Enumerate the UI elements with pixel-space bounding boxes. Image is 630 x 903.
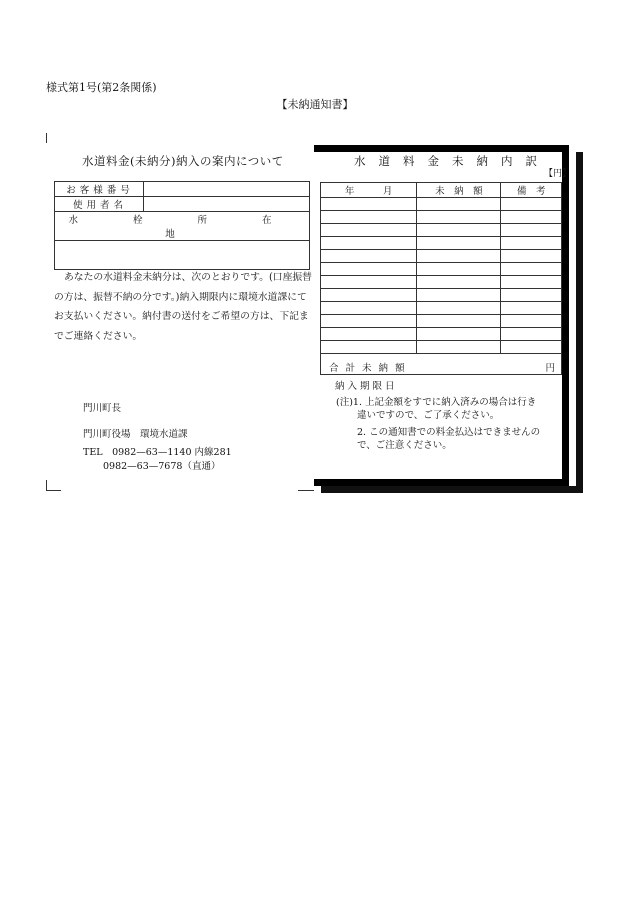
table-row (321, 198, 562, 211)
unpaid-amount-cell (417, 328, 501, 341)
unpaid-amount-cell (417, 289, 501, 302)
remarks-cell (501, 237, 562, 250)
table-row (321, 263, 562, 276)
year-month-cell (321, 224, 417, 237)
location-value (55, 241, 310, 270)
unpaid-amount-cell (417, 224, 501, 237)
location-label: 水 栓 所 在 地 (55, 212, 310, 241)
note-1-line-1: (注)1. 上記金額をすでに納入済みの場合は行き (336, 397, 537, 408)
column-unpaid-amount: 未 納 額 (417, 183, 501, 198)
unpaid-amount-cell (417, 302, 501, 315)
year-month-cell (321, 341, 417, 354)
document-title: 【未納通知書】 (276, 98, 354, 111)
unpaid-amount-cell (417, 276, 501, 289)
year-month-cell (321, 328, 417, 341)
mayor-name: 門川町長 (83, 403, 122, 414)
total-cell (321, 354, 562, 375)
note-2-line-2: で、ご注意ください。 (357, 440, 452, 451)
year-month-cell (321, 276, 417, 289)
remarks-cell (501, 224, 562, 237)
customer-number-value (144, 182, 310, 197)
table-row (321, 250, 562, 263)
remarks-cell (501, 328, 562, 341)
due-date-label: 納入期限日 (335, 381, 398, 392)
table-row (321, 276, 562, 289)
notice-paragraph: あなたの水道料金未納分は、次のとおりです。(口座振替の方は、振替不納の分です。)納入期限内に環境水道課にてお支払いください。納付書の送付をご希望の方は、下記までご連絡ください。 (54, 272, 312, 342)
note-1-line-2: 違いですので、ご了承ください。 (357, 410, 500, 421)
year-month-cell (321, 263, 417, 276)
customer-number-label: お客様番号 (55, 182, 144, 197)
year-month-cell (321, 315, 417, 328)
table-row (321, 302, 562, 315)
corner-mark-bottom-center (298, 489, 314, 491)
remarks-cell (501, 315, 562, 328)
table-row (55, 212, 310, 241)
form-number: 様式第1号(第2条関係) (46, 81, 157, 94)
table-row (55, 241, 310, 270)
table-row (321, 224, 562, 237)
table-row (55, 182, 310, 197)
remarks-cell (501, 211, 562, 224)
remarks-cell (501, 198, 562, 211)
unpaid-amount-cell (417, 237, 501, 250)
remarks-cell (501, 250, 562, 263)
table-row (55, 197, 310, 212)
unpaid-amount-cell (417, 315, 501, 328)
panel-shadow-bottom (321, 486, 583, 493)
breakdown-table (320, 182, 562, 375)
user-name-value (144, 197, 310, 212)
customer-info-table (54, 181, 310, 270)
year-month-cell (321, 250, 417, 263)
phone-line-2: 0982—63—7678（直通） (103, 461, 221, 472)
unpaid-amount-cell (417, 341, 501, 354)
year-month-cell (321, 302, 417, 315)
office-name: 門川町役場 環境水道課 (83, 429, 188, 440)
year-month-cell (321, 237, 417, 250)
unpaid-amount-cell (417, 198, 501, 211)
phone-line-1: TEL 0982—63—1140 内線281 (83, 447, 232, 458)
remarks-cell (501, 341, 562, 354)
total-label: 合 計 未 納 額 (329, 363, 407, 374)
corner-mark-top-left (46, 133, 47, 143)
remarks-cell (501, 276, 562, 289)
user-name-label: 使用者名 (55, 197, 144, 212)
unpaid-amount-cell (417, 211, 501, 224)
remarks-cell (501, 302, 562, 315)
table-row (321, 211, 562, 224)
table-row (321, 237, 562, 250)
panel-shadow-right (576, 152, 583, 493)
total-unit: 円 (545, 363, 555, 374)
right-heading: 水道料金未納内訳 (354, 154, 550, 168)
breakdown-table-body (321, 198, 562, 354)
table-row (321, 328, 562, 341)
table-row (321, 315, 562, 328)
year-month-cell (321, 289, 417, 302)
currency-unit: 【円】 (544, 169, 572, 179)
remarks-cell (501, 289, 562, 302)
corner-mark-bottom-left (46, 480, 61, 491)
unpaid-amount-cell (417, 250, 501, 263)
year-month-cell (321, 211, 417, 224)
table-row (321, 289, 562, 302)
table-row (321, 341, 562, 354)
note-2-line-1: 2. この通知書での料金払込はできませんの (357, 427, 541, 438)
remarks-cell (501, 263, 562, 276)
column-year-month: 年 月 (321, 183, 417, 198)
left-heading: 水道料金(未納分)納入の案内について (82, 154, 284, 168)
year-month-cell (321, 198, 417, 211)
column-remarks: 備 考 (501, 183, 562, 198)
unpaid-amount-cell (417, 263, 501, 276)
table-header-row (321, 183, 562, 198)
total-row (321, 354, 562, 375)
